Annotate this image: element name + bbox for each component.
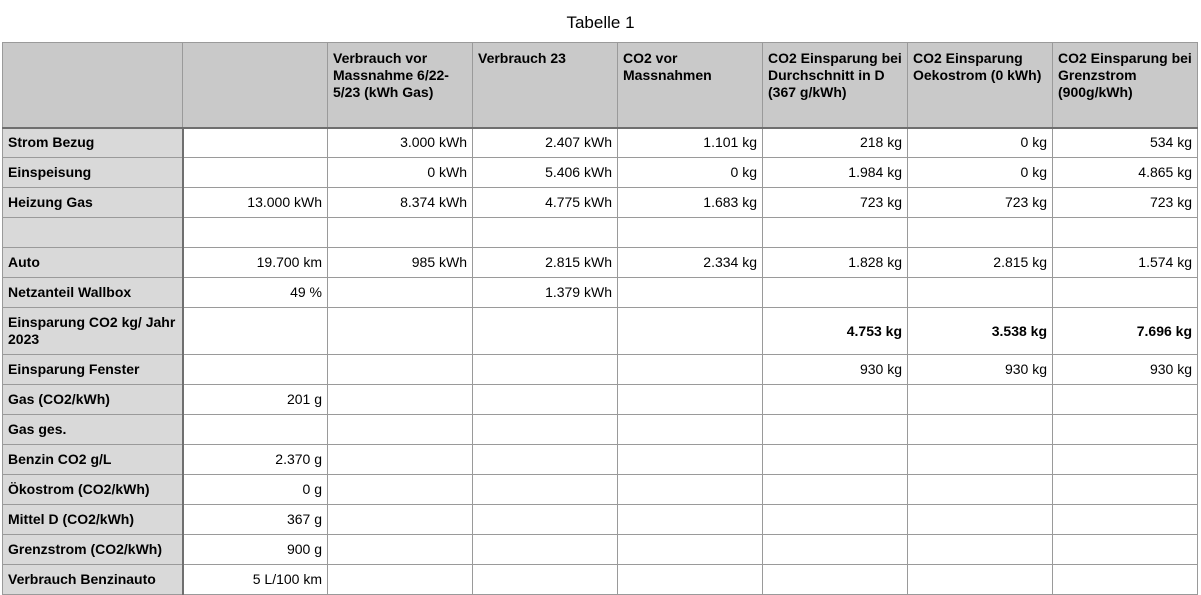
table-cell[interactable]: 723 kg <box>1053 188 1198 218</box>
table-cell[interactable] <box>328 445 473 475</box>
table-cell[interactable] <box>328 355 473 385</box>
header-cell-blank[interactable] <box>183 43 328 128</box>
table-cell[interactable] <box>1053 415 1198 445</box>
table-cell[interactable]: 0 kWh <box>328 158 473 188</box>
table-row <box>3 535 1198 565</box>
table-cell[interactable] <box>1053 385 1198 415</box>
row-label-cell[interactable]: Mittel D (CO2/kWh) <box>3 505 183 535</box>
table-cell[interactable] <box>618 278 763 308</box>
table-cell[interactable] <box>183 415 328 445</box>
table-cell[interactable]: 5.406 kWh <box>473 158 618 188</box>
table-cell[interactable] <box>618 565 763 595</box>
table-cell[interactable] <box>618 535 763 565</box>
table-cell[interactable] <box>908 565 1053 595</box>
table-cell[interactable]: 2.815 kWh <box>473 248 618 278</box>
table-cell[interactable] <box>328 505 473 535</box>
table-row <box>3 248 1198 278</box>
row-label-cell[interactable]: Verbrauch Benzinauto <box>3 565 183 595</box>
table-cell[interactable]: 930 kg <box>1053 355 1198 385</box>
table-cell[interactable] <box>908 535 1053 565</box>
table-cell[interactable] <box>328 308 473 355</box>
table-cell[interactable] <box>763 278 908 308</box>
table-cell[interactable] <box>328 535 473 565</box>
table-cell[interactable]: 930 kg <box>908 355 1053 385</box>
table-cell[interactable] <box>473 445 618 475</box>
table-cell[interactable] <box>763 415 908 445</box>
table-cell[interactable] <box>908 445 1053 475</box>
row-label-cell[interactable]: Ökostrom (CO2/kWh) <box>3 475 183 505</box>
table-cell[interactable]: 218 kg <box>763 128 908 158</box>
table-cell[interactable] <box>618 505 763 535</box>
table-cell[interactable] <box>473 535 618 565</box>
table-row <box>3 355 1198 385</box>
table-cell[interactable]: 2.407 kWh <box>473 128 618 158</box>
table-cell[interactable] <box>183 158 328 188</box>
header-cell-co2-durchschnitt[interactable]: CO2 Einsparung bei Durchschnitt in D (367 g/kWh) <box>763 43 908 128</box>
table-cell[interactable] <box>328 385 473 415</box>
header-cell-verbrauch-vor[interactable]: Verbrauch vor Massnahme 6/22-5/23 (kWh Gas) <box>328 43 473 128</box>
table-cell[interactable] <box>473 308 618 355</box>
table-cell[interactable]: 534 kg <box>1053 128 1198 158</box>
table-cell[interactable] <box>1053 505 1198 535</box>
table-cell[interactable]: 0 kg <box>908 128 1053 158</box>
table-cell[interactable] <box>473 355 618 385</box>
table-cell[interactable] <box>183 308 328 355</box>
table-cell[interactable] <box>473 565 618 595</box>
table-cell[interactable] <box>183 218 328 248</box>
table-row <box>3 445 1198 475</box>
row-label-cell[interactable]: Grenzstrom (CO2/kWh) <box>3 535 183 565</box>
table-cell[interactable] <box>473 218 618 248</box>
table-cell[interactable] <box>328 278 473 308</box>
table-cell[interactable]: 1.101 kg <box>618 128 763 158</box>
row-label-cell[interactable]: Gas ges. <box>3 415 183 445</box>
table-row <box>3 308 1198 355</box>
table-cell[interactable] <box>763 535 908 565</box>
table-row <box>3 278 1198 308</box>
table-cell[interactable] <box>328 475 473 505</box>
row-label-cell[interactable] <box>3 218 183 248</box>
table-cell[interactable]: 19.700 km <box>183 248 328 278</box>
table-cell[interactable]: 7.696 kg <box>1053 308 1198 355</box>
table-cell[interactable] <box>618 218 763 248</box>
header-cell-verbrauch-23[interactable]: Verbrauch 23 <box>473 43 618 128</box>
table-cell[interactable] <box>763 475 908 505</box>
table-cell[interactable] <box>1053 535 1198 565</box>
row-label-cell[interactable]: Auto <box>3 248 183 278</box>
table-cell[interactable] <box>473 505 618 535</box>
table-cell[interactable] <box>763 565 908 595</box>
table-row <box>3 128 1198 158</box>
table-row <box>3 475 1198 505</box>
table-cell[interactable] <box>618 415 763 445</box>
table-body <box>3 43 1198 595</box>
table-cell[interactable] <box>618 475 763 505</box>
row-label-cell[interactable]: Einsparung Fenster <box>3 355 183 385</box>
table-cell[interactable]: 49 % <box>183 278 328 308</box>
table-cell[interactable] <box>473 415 618 445</box>
table-cell[interactable]: 1.683 kg <box>618 188 763 218</box>
row-label-cell[interactable]: Einsparung CO2 kg/ Jahr 2023 <box>3 308 183 355</box>
table-row <box>3 565 1198 595</box>
table-cell[interactable]: 0 g <box>183 475 328 505</box>
row-label-cell[interactable]: Einspeisung <box>3 158 183 188</box>
table-row <box>3 158 1198 188</box>
table-row <box>3 505 1198 535</box>
table-cell[interactable] <box>763 385 908 415</box>
table-cell[interactable]: 0 kg <box>908 158 1053 188</box>
table-cell[interactable] <box>763 445 908 475</box>
table-cell[interactable] <box>908 218 1053 248</box>
header-cell-corner[interactable] <box>3 43 183 128</box>
table-cell[interactable] <box>763 218 908 248</box>
table-cell[interactable]: 13.000 kWh <box>183 188 328 218</box>
table-cell[interactable]: 4.775 kWh <box>473 188 618 218</box>
table-cell[interactable]: 723 kg <box>763 188 908 218</box>
table-cell[interactable]: 4.865 kg <box>1053 158 1198 188</box>
row-label-cell[interactable]: Gas (CO2/kWh) <box>3 385 183 415</box>
table-cell[interactable] <box>473 475 618 505</box>
table-cell[interactable]: 2.815 kg <box>908 248 1053 278</box>
table-cell[interactable] <box>1053 565 1198 595</box>
table-cell[interactable]: 3.000 kWh <box>328 128 473 158</box>
row-label-cell[interactable]: Benzin CO2 g/L <box>3 445 183 475</box>
table-cell[interactable] <box>1053 278 1198 308</box>
table-cell[interactable] <box>908 505 1053 535</box>
table-cell[interactable] <box>473 385 618 415</box>
table-cell[interactable]: 723 kg <box>908 188 1053 218</box>
row-label-cell[interactable]: Strom Bezug <box>3 128 183 158</box>
table-cell[interactable]: 0 kg <box>618 158 763 188</box>
table-title[interactable]: Tabelle 1 <box>566 13 635 32</box>
table-cell[interactable]: 2.370 g <box>183 445 328 475</box>
table-cell[interactable] <box>328 565 473 595</box>
table-cell[interactable] <box>1053 445 1198 475</box>
table-cell[interactable] <box>908 385 1053 415</box>
header-cell-co2-vor[interactable]: CO2 vor Massnahmen <box>618 43 763 128</box>
table-cell[interactable] <box>1053 218 1198 248</box>
table-cell[interactable]: 367 g <box>183 505 328 535</box>
table-cell[interactable] <box>763 505 908 535</box>
table-cell[interactable] <box>618 355 763 385</box>
table-row <box>3 188 1198 218</box>
header-cell-co2-oekostrom[interactable]: CO2 Einsparung Oekostrom (0 kWh) <box>908 43 1053 128</box>
table-cell[interactable] <box>328 415 473 445</box>
table-row <box>3 385 1198 415</box>
table-cell[interactable] <box>618 385 763 415</box>
table-cell[interactable]: 1.828 kg <box>763 248 908 278</box>
table-cell[interactable] <box>618 308 763 355</box>
table-cell[interactable] <box>908 475 1053 505</box>
table-cell[interactable]: 2.334 kg <box>618 248 763 278</box>
table-cell[interactable] <box>328 218 473 248</box>
table-cell[interactable] <box>1053 475 1198 505</box>
table-cell[interactable]: 4.753 kg <box>763 308 908 355</box>
table-cell[interactable]: 1.984 kg <box>763 158 908 188</box>
header-row <box>3 43 1198 128</box>
table-cell[interactable] <box>908 415 1053 445</box>
table-cell[interactable]: 201 g <box>183 385 328 415</box>
table-cell[interactable]: 985 kWh <box>328 248 473 278</box>
header-cell-co2-grenzstrom[interactable]: CO2 Einsparung bei Grenzstrom (900g/kWh) <box>1053 43 1198 128</box>
table-cell[interactable]: 930 kg <box>763 355 908 385</box>
table-cell[interactable] <box>183 355 328 385</box>
row-label-cell[interactable]: Netzanteil Wallbox <box>3 278 183 308</box>
table-cell[interactable]: 8.374 kWh <box>328 188 473 218</box>
table-row <box>3 218 1198 248</box>
table-cell[interactable] <box>908 278 1053 308</box>
table-cell[interactable]: 1.379 kWh <box>473 278 618 308</box>
table-cell[interactable] <box>618 445 763 475</box>
row-label-cell[interactable]: Heizung Gas <box>3 188 183 218</box>
table-cell[interactable] <box>183 128 328 158</box>
table-cell[interactable]: 1.574 kg <box>1053 248 1198 278</box>
table-cell[interactable]: 5 L/100 km <box>183 565 328 595</box>
table-row <box>3 415 1198 445</box>
table-cell[interactable]: 3.538 kg <box>908 308 1053 355</box>
data-table <box>2 42 1198 595</box>
table-cell[interactable]: 900 g <box>183 535 328 565</box>
